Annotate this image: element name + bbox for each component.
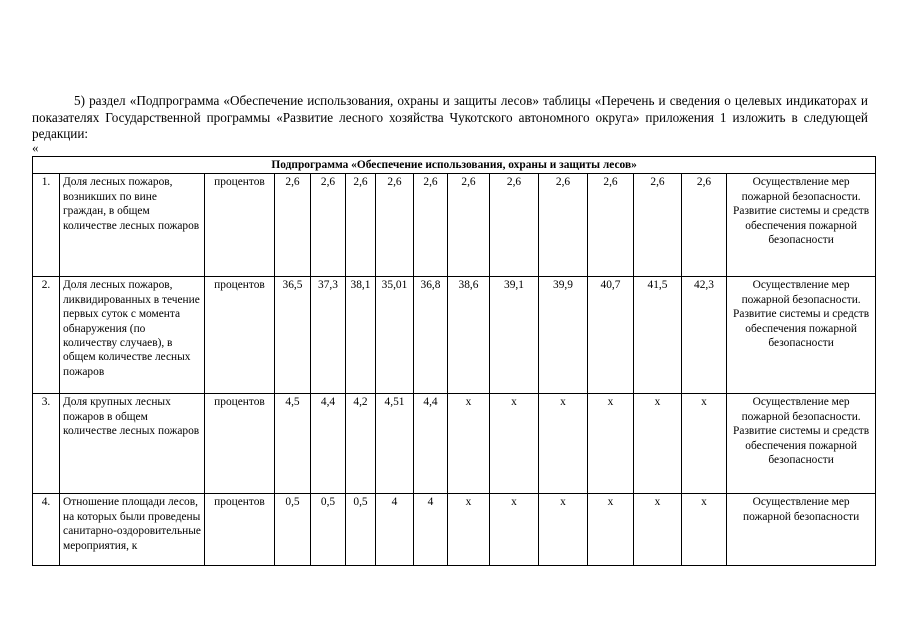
intro-paragraph-text: 5) раздел «Подпрограмма «Обеспечение использования, охраны и защиты лесов» таблицы «Перечень и сведения о целевых индикаторах и показателях Государственной программы «Развитие лесного хозяйства Чукотского автономного округа» приложения 1 изложить в следующей редакции:	[32, 93, 868, 141]
value-cell: 38,6	[448, 277, 490, 394]
value-cell: 4,4	[414, 394, 448, 494]
value-cell: 4,5	[275, 394, 311, 494]
value-cell: х	[682, 394, 727, 494]
value-cell: х	[448, 494, 490, 566]
value-cell: 0,5	[311, 494, 346, 566]
value-cell: 2,6	[346, 174, 376, 277]
value-cell: 2,6	[539, 174, 588, 277]
value-cell: 4,2	[346, 394, 376, 494]
unit: процентов	[205, 277, 275, 394]
value-cell: 0,5	[275, 494, 311, 566]
measures: Осуществление мер пожарной безопасности. Развитие системы и средств обеспечения пожарной безопасности	[727, 394, 876, 494]
value-cell: 2,6	[275, 174, 311, 277]
value-cell: 2,6	[490, 174, 539, 277]
value-cell: 4	[414, 494, 448, 566]
row-number: 1.	[33, 174, 60, 277]
value-cell: 35,01	[376, 277, 414, 394]
value-cell: 37,3	[311, 277, 346, 394]
value-cell: 42,3	[682, 277, 727, 394]
measures: Осуществление мер пожарной безопасности	[727, 494, 876, 566]
measures: Осуществление мер пожарной безопасности. Развитие системы и средств обеспечения пожарной безопасности	[727, 174, 876, 277]
row-number: 3.	[33, 394, 60, 494]
value-cell: х	[490, 494, 539, 566]
row-number: 4.	[33, 494, 60, 566]
indicator-name: Доля крупных лесных пожаров в общем количестве лесных пожаров	[60, 394, 205, 494]
value-cell: 2,6	[682, 174, 727, 277]
table-row	[33, 394, 876, 494]
table-row	[33, 277, 876, 394]
value-cell: 4,51	[376, 394, 414, 494]
value-cell: 4	[376, 494, 414, 566]
value-cell: х	[490, 394, 539, 494]
intro-paragraph	[32, 93, 868, 143]
value-cell: х	[634, 394, 682, 494]
measures: Осуществление мер пожарной безопасности. Развитие системы и средств обеспечения пожарной безопасности	[727, 277, 876, 394]
value-cell: х	[539, 394, 588, 494]
value-cell: 40,7	[588, 277, 634, 394]
value-cell: х	[682, 494, 727, 566]
subprogram-header: Подпрограмма «Обеспечение использования, охраны и защиты лесов»	[33, 157, 876, 174]
unit: процентов	[205, 494, 275, 566]
unit: процентов	[205, 394, 275, 494]
value-cell: 2,6	[448, 174, 490, 277]
value-cell: 2,6	[376, 174, 414, 277]
value-cell: 39,9	[539, 277, 588, 394]
value-cell: 4,4	[311, 394, 346, 494]
opening-quote: «	[32, 140, 39, 155]
value-cell: 36,5	[275, 277, 311, 394]
indicator-name: Доля лесных пожаров, ликвидированных в течение первых суток с момента обнаружения (по количеству случаев), в общем количестве лесных пожаров	[60, 277, 205, 394]
value-cell: 2,6	[588, 174, 634, 277]
table-row	[33, 174, 876, 277]
row-number: 2.	[33, 277, 60, 394]
value-cell: х	[539, 494, 588, 566]
value-cell: 38,1	[346, 277, 376, 394]
value-cell: х	[634, 494, 682, 566]
unit: процентов	[205, 174, 275, 277]
value-cell: 41,5	[634, 277, 682, 394]
indicator-name: Доля лесных пожаров, возникших по вине граждан, в общем количестве лесных пожаров	[60, 174, 205, 277]
table-row	[33, 494, 876, 566]
value-cell: х	[448, 394, 490, 494]
indicator-name: Отношение площади лесов, на которых были проведены санитарно-оздоровительные мероприятия, к	[60, 494, 205, 566]
value-cell: 36,8	[414, 277, 448, 394]
value-cell: 2,6	[634, 174, 682, 277]
value-cell: х	[588, 394, 634, 494]
value-cell: х	[588, 494, 634, 566]
value-cell: 2,6	[311, 174, 346, 277]
value-cell: 0,5	[346, 494, 376, 566]
indicators-table	[32, 156, 876, 566]
value-cell: 2,6	[414, 174, 448, 277]
value-cell: 39,1	[490, 277, 539, 394]
